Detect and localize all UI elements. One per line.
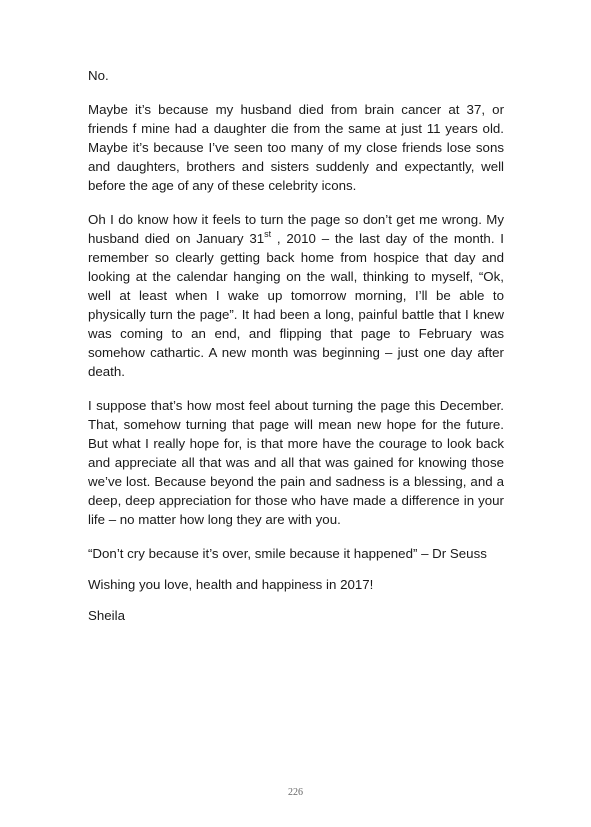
paragraph-no: No.: [88, 68, 109, 83]
quote-dr-seuss: “Don’t cry because it’s over, smile because it happened” – Dr Seuss: [88, 546, 487, 561]
signature-sheila: Sheila: [88, 608, 125, 623]
paragraph-turn-the-page-start: Oh I do know how it feels to turn the page so don’t get me wrong. My husband died on January 31: [88, 212, 504, 246]
page-number: 226: [288, 787, 303, 798]
paragraph-turn-the-page: [88, 210, 504, 381]
paragraph-december: I suppose that’s how most feel about turning the page this December. That, somehow turning that page will mean new hope for the future. But what I really hope for, is that more have the courage to look back and appreciate all that was and all that was gained for knowing those we’ve lost. Because beyond the pain and sadness is a blessing, and a deep, deep appreciation for those who have made a difference in your life – no matter how long they are with you.: [88, 398, 504, 527]
document-body: [88, 66, 504, 640]
paragraph-wishes: Wishing you love, health and happiness in 2017!: [88, 577, 374, 592]
paragraph-maybe: Maybe it’s because my husband died from brain cancer at 37, or friends f mine had a daughter die from the same at just 11 years old. Maybe it’s because I’ve seen too many of my close friends lose sons and daughters, brothers and sisters suddenly and expectantly, well before the age of any of these celebrity icons.: [88, 102, 504, 193]
paragraph-turn-the-page-rest: , 2010 – the last day of the month. I remember so clearly getting back home from hospice that day and looking at the calendar hanging on the wall, thinking to myself, “Ok, well at least when I wake up tomorrow morning, I’ll be able to physically turn the page”. It had been a long, painful battle that I knew was coming to an end, and flipping that page to February was somehow cathartic. A new month was beginning – just one day after death.: [88, 231, 504, 379]
ordinal-superscript: st: [264, 229, 272, 239]
